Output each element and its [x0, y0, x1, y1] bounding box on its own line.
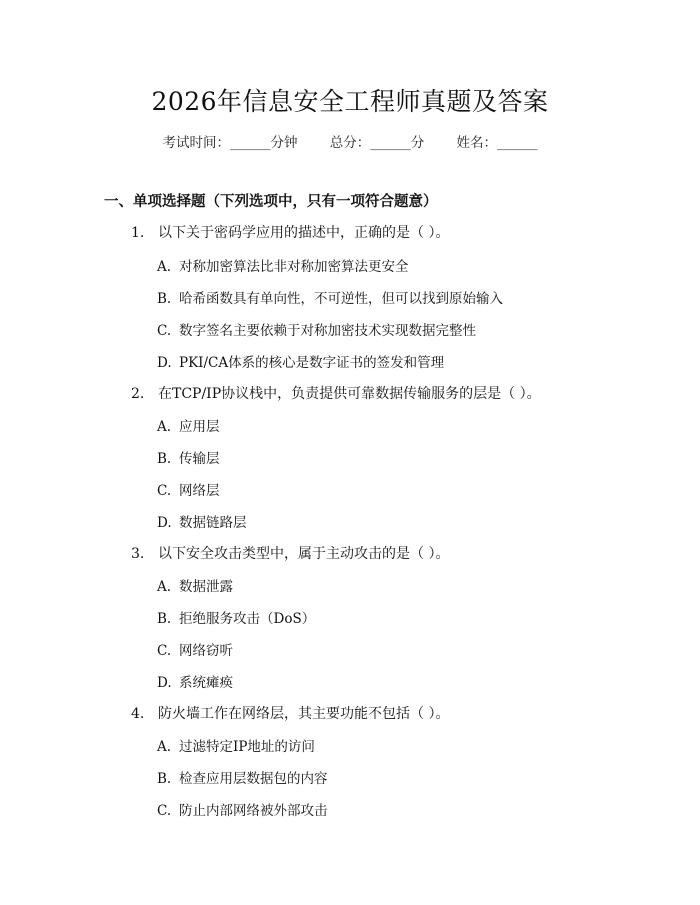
question-text: 在TCP/IP协议栈中，负责提供可靠数据传输服务的层是（ ）。	[158, 386, 541, 402]
option-letter: D.	[157, 515, 172, 531]
option-text: 检查应用层数据包的内容	[179, 771, 328, 787]
option-letter: D.	[157, 675, 172, 691]
question-3	[131, 543, 449, 563]
option-3a	[157, 575, 233, 595]
option-letter: B.	[157, 771, 172, 787]
option-letter: A.	[157, 579, 172, 595]
question-number: 2.	[131, 386, 145, 402]
option-text: 数据泄露	[179, 579, 233, 595]
option-1a	[157, 255, 409, 275]
question-text: 以下安全攻击类型中，属于主动攻击的是（ ）。	[158, 546, 450, 562]
option-1b	[157, 287, 503, 307]
option-letter: C.	[157, 483, 172, 499]
section-heading: 一、单项选择题（下列选项中，只有一项符合题意）	[104, 194, 438, 210]
question-number: 1.	[131, 225, 145, 241]
exam-time: 考试时间：______分钟	[162, 135, 298, 151]
option-text: 哈希函数具有单向性，不可逆性，但可以找到原始输入	[179, 291, 503, 307]
question-4	[131, 703, 449, 723]
option-1d	[157, 351, 444, 371]
option-letter: B.	[157, 291, 172, 307]
option-2b	[157, 447, 220, 467]
page-title: 2026年信息安全工程师真题及答案	[151, 87, 549, 116]
option-2c	[157, 479, 220, 499]
option-text: 对称加密算法比非对称加密算法更安全	[179, 259, 409, 275]
option-1c	[157, 319, 476, 339]
option-letter: C.	[157, 323, 172, 339]
option-text: 系统瘫痪	[179, 675, 233, 691]
question-1	[131, 222, 449, 242]
option-letter: C.	[157, 643, 172, 659]
option-2a	[157, 415, 220, 435]
option-letter: C.	[157, 803, 172, 819]
option-text: 传输层	[179, 451, 220, 467]
option-4b	[157, 767, 328, 787]
exam-meta	[0, 131, 700, 151]
option-letter: B.	[157, 451, 172, 467]
option-text: 防止内部网络被外部攻击	[179, 803, 328, 819]
question-2	[131, 383, 541, 403]
option-3b	[157, 607, 315, 627]
option-3d	[157, 671, 233, 691]
option-text: 拒绝服务攻击（DoS）	[179, 611, 316, 627]
option-3c	[157, 639, 233, 659]
option-text: 过滤特定IP地址的访问	[179, 739, 315, 755]
option-2d	[157, 511, 247, 531]
option-letter: A.	[157, 419, 172, 435]
option-letter: B.	[157, 611, 172, 627]
question-number: 3.	[131, 546, 145, 562]
option-text: 应用层	[179, 419, 220, 435]
option-letter: A.	[157, 259, 172, 275]
student-name: 姓名：______	[456, 135, 538, 151]
option-text: 网络层	[179, 483, 220, 499]
option-letter: A.	[157, 739, 172, 755]
question-text: 以下关于密码学应用的描述中，正确的是（ ）。	[158, 225, 450, 241]
option-text: 网络窃听	[179, 643, 233, 659]
option-4c	[157, 799, 328, 819]
option-4a	[157, 735, 315, 755]
question-number: 4.	[131, 706, 145, 722]
question-text: 防火墙工作在网络层，其主要功能不包括（ ）。	[158, 706, 450, 722]
option-text: 数字签名主要依赖于对称加密技术实现数据完整性	[179, 323, 476, 339]
exam-score: 总分：______分	[329, 135, 425, 151]
option-text: PKI/CA体系的核心是数字证书的签发和管理	[179, 355, 445, 371]
option-text: 数据链路层	[179, 515, 247, 531]
option-letter: D.	[157, 355, 172, 371]
